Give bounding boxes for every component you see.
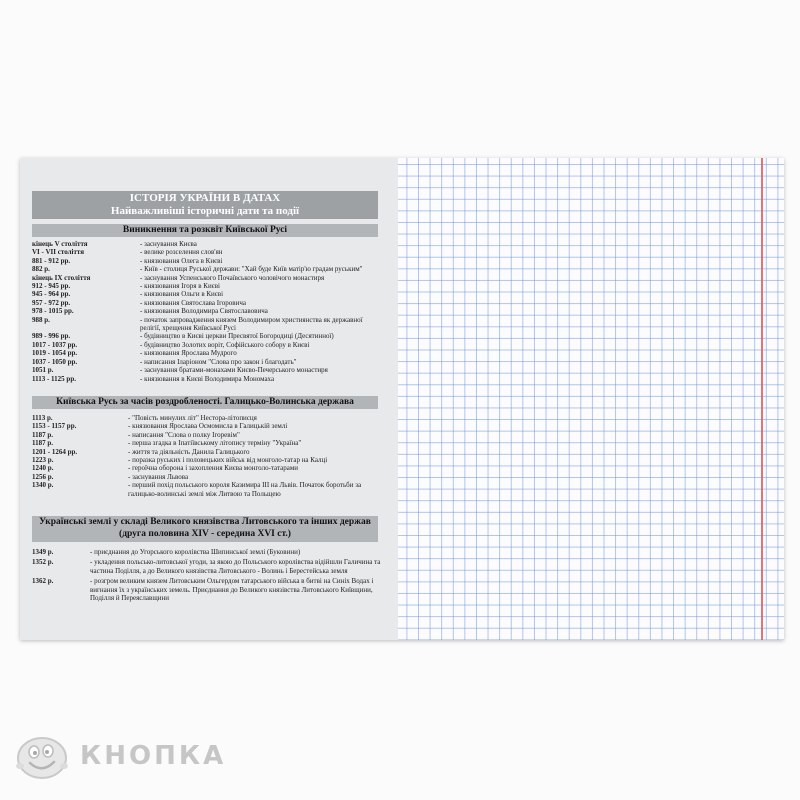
list-item: 1223 р. - поразка руських і половецьких військ від монголо-татар на Калці [32,456,328,465]
list-item: 1051 р. - заснування братами-монахами Києво-Печерського монастиря [32,366,328,375]
red-margin-line [761,158,763,640]
list-item: 1113 - 1125 рр. - князювання в Києві Володимира Мономаха [32,374,275,383]
section-rows-lithuanian-era [32,548,382,602]
list-item: 1187 р. - перша згадка в Іпатіївському літопису терміну "Україна" [32,439,302,448]
list-item: 978 - 1015 рр. - князювання Володимира Святославовича [32,307,268,316]
list-item: 957 - 972 рр. - князювання Святослава Ігоровича [32,298,246,307]
list-item: 912 - 945 рр. - князювання Ігоря в Києві [32,282,220,291]
section-rows-fragmentation [32,414,382,498]
brand-name: КНОПКА [80,741,227,771]
brand-logo [12,730,226,782]
list-item: 1037 - 1050 рр. - написання Іларіоном "Слова про закон і благодать" [32,357,297,366]
list-item: 1113 р. - "Повість минулих літ" Нестора-літописця [32,414,257,422]
list-item: 1201 - 1264 рр. - життя та діяльність Данила Галицького [32,447,250,456]
section-heading-line-2: (друга половина XIV - середина XVI ст.) [119,529,291,539]
page-subtitle: Найважливіші історичні дати та події [110,205,300,217]
list-item: VI - VII століття - велике розселення слов'ян [32,248,223,257]
list-item: 882 р. - Київ - столиця Руської держави: "Хай буде Київ матір'ю градам руським" [32,265,363,274]
list-item: кінець V століття - заснування Києва [32,240,197,248]
section-rows-kyivan-rus [32,240,382,383]
list-item: 1256 р. - заснування Львова [32,472,189,481]
section-heading-fragmentation: Київська Русь за часів роздробленості. Галицько-Волинська держава [32,396,378,409]
list-item: 1362 р. - розгром великим князем Литовським Ольгердом татарського війська в битві на Синіх Водах і вигнання їх з українських земель. Приєднання до Великого князівства Литовського Київщини, Поділля й Переяславщини [32,577,374,603]
list-item: 989 - 996 рр. - будівництво в Києві церкви Пресвятої Богородиці (Десятинної) [32,332,334,341]
section-heading-kyivan-rus: Виникнення та розквіт Київської Русі [32,224,378,237]
history-timeline-page [20,158,398,640]
list-item: 1352 р. - укладення польсько-литовської угоди, за якою до Польського королівства відійшли Галичина та частина Поділля, а до Великого князівства Литовського - Волинь і Берестейська земля [32,558,381,575]
section-heading-lithuanian-era [32,516,378,542]
smiling-mascot-icon [12,730,74,782]
list-item: 988 р. - початок запровадження князем Володимиром християнства як державної релігії, хрещення Київської Русі [32,315,363,333]
list-item: 1340 р. - перший похід польського короля Казимира III на Львів. Початок боротьби за галицько-волинські землі між Литвою та Польщею [32,481,362,498]
list-item: 1187 р. - написання "Слова о полку Ігоревім" [32,430,240,439]
page-title: ІСТОРІЯ УКРАЇНИ В ДАТАХ [129,192,281,204]
list-item: 1019 - 1054 рр. - князювання Ярослава Мудрого [32,349,237,358]
grid-paper-page [398,158,784,640]
list-item: 1349 р. - приєднання до Угорського королівства Шипинської землі (Буковини) [32,548,301,556]
list-item: 945 - 964 рр. - князювання Ольги в Києві [32,290,224,299]
section-heading-line-1: Українські землі у складі Великого князівства Литовського та інших держав [39,517,371,527]
title-banner [32,191,378,219]
list-item: 1017 - 1037 рр. - будівництво Золотих воріт, Софійського собору в Києві [32,340,310,349]
list-item: 881 - 912 рр. - князювання Олега в Києві [32,256,223,265]
list-item: 1153 - 1157 рр. - князювання Ярослава Осмомисла в Галицькій землі [32,422,288,431]
notebook-spread [20,158,784,640]
list-item: кінець IX століття - заснування Успенського Почаївського чоловічого монастиря [32,273,325,282]
list-item: 1240 р. - героїчна оборона і захоплення Києва монголо-татарами [32,464,299,473]
